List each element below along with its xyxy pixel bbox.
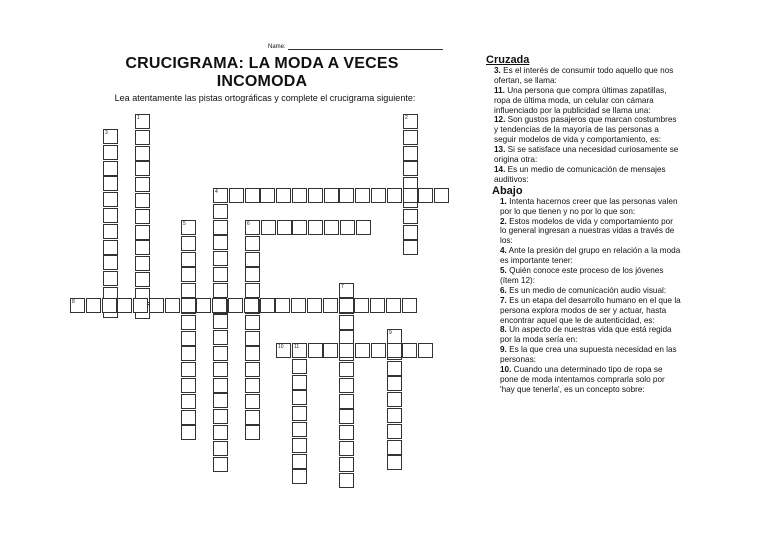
crossword-cell[interactable] — [135, 177, 150, 192]
cell-number: 11 — [294, 344, 300, 350]
crossword-cell[interactable] — [339, 362, 354, 377]
clue-item — [500, 217, 681, 247]
clue-item — [494, 115, 681, 145]
clue-item — [500, 246, 681, 266]
instructions: Lea atentamente las pistas ortográficas y complete el crucigrama siguiente: — [114, 93, 416, 103]
crossword-cell[interactable] — [103, 208, 118, 223]
crossword-cell[interactable] — [213, 378, 228, 393]
crossword-cell[interactable] — [133, 298, 148, 313]
crossword-cell[interactable] — [135, 193, 150, 208]
crossword-cell[interactable] — [291, 298, 306, 313]
crossword-cell[interactable] — [402, 343, 417, 358]
clue-item — [500, 296, 681, 326]
crossword-cell[interactable] — [181, 378, 196, 393]
crossword-cell[interactable] — [245, 188, 260, 203]
crossword-cell[interactable] — [292, 359, 307, 374]
crossword-cell[interactable] — [403, 130, 418, 145]
clue-number: 11. — [494, 85, 505, 95]
crossword-cell[interactable] — [307, 298, 322, 313]
crossword-cell[interactable] — [181, 410, 196, 425]
crossword-cell[interactable] — [245, 331, 260, 346]
crossword-cell[interactable] — [403, 225, 418, 240]
clue-number: 4. — [500, 246, 507, 256]
crossword-cell[interactable] — [245, 236, 260, 251]
clue-text: Un aspecto de nuestras vida que está regida por la moda sería en: — [500, 325, 672, 345]
crossword-cell[interactable] — [292, 438, 307, 453]
crossword-cell[interactable] — [149, 298, 164, 313]
crossword-cell[interactable] — [292, 220, 307, 235]
crossword-cell[interactable] — [418, 188, 433, 203]
clues-panel — [486, 56, 681, 395]
cell-number: 8 — [72, 299, 75, 305]
clue-text: Intenta hacernos creer que las personas valen por lo que tienen y no por lo que son: — [500, 196, 678, 216]
cell-number: 10 — [278, 344, 284, 350]
crossword-cell[interactable] — [135, 272, 150, 287]
crossword-cell[interactable] — [276, 188, 291, 203]
crossword-cell[interactable] — [245, 267, 260, 282]
clue-number: 8. — [500, 325, 507, 335]
crossword-cell[interactable] — [308, 220, 323, 235]
crossword-cell[interactable] — [339, 298, 354, 313]
crossword-cell[interactable] — [434, 188, 449, 203]
crossword-cell[interactable] — [387, 188, 402, 203]
crossword-cell[interactable] — [103, 161, 118, 176]
clue-item — [500, 325, 681, 345]
clue-text: Si se satisface una necesidad curiosamente se origina otra: — [494, 145, 679, 165]
crossword-cell[interactable] — [213, 330, 228, 345]
crossword-cell[interactable] — [213, 409, 228, 424]
crossword-cell[interactable] — [212, 298, 227, 313]
crossword-cell[interactable] — [387, 376, 402, 391]
crossword-cell[interactable] — [245, 410, 260, 425]
crossword-cell[interactable] — [370, 298, 385, 313]
crossword-cell[interactable] — [292, 469, 307, 484]
crossword-cell[interactable] — [245, 362, 260, 377]
crossword-cell[interactable] — [418, 343, 433, 358]
title-line-2: INCOMODA — [216, 73, 308, 90]
crossword-cell[interactable] — [340, 220, 355, 235]
crossword-cell[interactable] — [103, 240, 118, 255]
crossword-cell[interactable] — [196, 298, 211, 313]
crossword-cell[interactable] — [355, 188, 370, 203]
crossword-cell[interactable] — [261, 220, 276, 235]
clue-number: 14. — [494, 164, 506, 174]
crossword-cell[interactable] — [213, 314, 228, 329]
crossword-cell[interactable] — [339, 425, 354, 440]
across-title: Cruzada — [486, 54, 530, 66]
crossword-cell[interactable] — [135, 209, 150, 224]
cell-number: 2 — [405, 115, 408, 121]
crossword-cell[interactable] — [181, 315, 196, 330]
clue-number: 13. — [494, 145, 506, 155]
crossword-cell[interactable] — [387, 455, 402, 470]
crossword-cell[interactable] — [292, 422, 307, 437]
crossword-cell[interactable] — [103, 176, 118, 191]
crossword-cell[interactable] — [403, 188, 418, 203]
clue-text: Una persona que compra últimas zapatillas, ropa de última moda, un celular con cámara influenciado por la publicidad se llama una: — [494, 85, 667, 115]
crossword-cell[interactable] — [181, 236, 196, 251]
crossword-cell[interactable] — [403, 146, 418, 161]
crossword-cell[interactable] — [213, 235, 228, 250]
clue-item — [500, 345, 681, 365]
crossword-cell[interactable] — [339, 343, 354, 358]
crossword-cell[interactable] — [292, 454, 307, 469]
clue-text: Es un etapa del desarrollo humano en el que la persona explora modos de ser y actuar, hasta encontrar aquel que le de autenticidad, es: — [500, 295, 681, 325]
crossword-cell[interactable] — [292, 406, 307, 421]
crossword-cell[interactable] — [245, 346, 260, 361]
crossword-cell[interactable] — [354, 298, 369, 313]
cell-number: 6 — [247, 221, 250, 227]
cell-number: 7 — [341, 284, 344, 290]
crossword-cell[interactable] — [135, 256, 150, 271]
crossword-cell[interactable] — [403, 161, 418, 176]
down-title: Abajo — [492, 184, 523, 197]
crossword-cell[interactable] — [260, 188, 275, 203]
crossword-cell[interactable] — [213, 425, 228, 440]
crossword-cell[interactable] — [245, 378, 260, 393]
crossword-cell[interactable] — [292, 375, 307, 390]
crossword-cell[interactable] — [245, 252, 260, 267]
crossword-cell[interactable] — [355, 343, 370, 358]
clue-text: Es un medio de comunicación de mensajes auditivos: — [494, 164, 666, 184]
clue-text: Es un medio de comunicación audio visual: — [506, 285, 667, 295]
crossword-cell[interactable] — [308, 343, 323, 358]
crossword-cell[interactable] — [292, 390, 307, 405]
crossword-cell[interactable] — [103, 145, 118, 160]
clue-item — [494, 86, 681, 116]
clue-item — [500, 286, 681, 296]
crossword-cell[interactable] — [213, 267, 228, 282]
crossword-cell[interactable] — [213, 441, 228, 456]
clue-item — [494, 165, 681, 185]
clue-number: 12. — [494, 115, 506, 125]
crossword-cell[interactable] — [277, 220, 292, 235]
crossword-cell[interactable] — [103, 192, 118, 207]
cell-number: 1 — [137, 115, 140, 121]
clue-number: 10. — [500, 365, 512, 375]
clue-item — [500, 266, 681, 286]
crossword-cell[interactable] — [403, 209, 418, 224]
crossword-cell[interactable] — [102, 298, 117, 313]
across-clue-list — [486, 66, 681, 185]
crossword-cell[interactable] — [181, 346, 196, 361]
crossword-cell[interactable] — [213, 346, 228, 361]
crossword-cell[interactable] — [339, 188, 354, 203]
crossword-cell[interactable] — [387, 343, 402, 358]
crossword-cell[interactable] — [181, 252, 196, 267]
crossword-cell[interactable] — [339, 315, 354, 330]
crossword-cell[interactable] — [245, 315, 260, 330]
crossword-cell[interactable] — [308, 188, 323, 203]
crossword-cell[interactable] — [181, 283, 196, 298]
crossword-cell[interactable] — [213, 362, 228, 377]
crossword-cell[interactable] — [245, 394, 260, 409]
crossword-cell[interactable] — [403, 240, 418, 255]
clue-text: Estos modelos de vida y comportamiento por lo general ingresan a nuestras vidas a través de los: — [500, 216, 675, 246]
crossword-cell[interactable] — [387, 408, 402, 423]
clue-text: Quién conoce este proceso de los jóvenes (ítem 12): — [500, 266, 664, 285]
crossword-cell[interactable] — [292, 188, 307, 203]
cell-number: 4 — [215, 189, 218, 195]
crossword-cell[interactable] — [339, 473, 354, 488]
crossword-cell[interactable] — [387, 424, 402, 439]
crossword-cell[interactable] — [213, 251, 228, 266]
crossword-cell[interactable] — [165, 298, 180, 313]
clue-number: 1. — [500, 196, 507, 206]
crossword-cell[interactable] — [339, 409, 354, 424]
crossword-cell[interactable] — [181, 331, 196, 346]
cell-number: 9 — [389, 330, 392, 336]
crossword-cell[interactable] — [245, 283, 260, 298]
crossword-cell[interactable] — [371, 188, 386, 203]
clue-number: 5. — [500, 266, 507, 276]
crossword-cell[interactable] — [103, 271, 118, 286]
crossword-cell[interactable] — [324, 220, 339, 235]
crossword-cell[interactable] — [213, 283, 228, 298]
clue-number: 3. — [494, 65, 501, 75]
clue-item — [500, 197, 681, 217]
crossword-cell[interactable] — [181, 267, 196, 282]
crossword-cell[interactable] — [244, 298, 259, 313]
crossword-cell[interactable] — [371, 343, 386, 358]
crossword-cell[interactable] — [135, 130, 150, 145]
crossword-cell[interactable] — [135, 225, 150, 240]
crossword-cell[interactable] — [387, 440, 402, 455]
crossword-cell[interactable] — [103, 224, 118, 239]
crossword-cell[interactable] — [103, 255, 118, 270]
clue-item — [500, 365, 681, 395]
crossword-cell[interactable] — [213, 457, 228, 472]
down-clue-list — [486, 197, 681, 395]
title-line-1: CRUCIGRAMA: LA MODA A VECES — [125, 55, 399, 72]
clue-number: 7. — [500, 295, 507, 305]
crossword-cell[interactable] — [181, 425, 196, 440]
clue-text: Cuando una determinado tipo de ropa se pone de moda intentamos comprarla solo por 'hay que tenerla', es un concepto sobre: — [500, 365, 665, 394]
crossword-cell[interactable] — [387, 392, 402, 407]
clue-item — [494, 145, 681, 165]
crossword-cell[interactable] — [387, 361, 402, 376]
crossword-cell[interactable] — [323, 343, 338, 358]
crossword-cell[interactable] — [181, 394, 196, 409]
name-label: Name: — [268, 44, 286, 50]
clue-number: 6. — [500, 285, 507, 295]
crossword-cell[interactable] — [245, 425, 260, 440]
cell-number: 3 — [105, 130, 108, 136]
crossword-cell[interactable] — [213, 204, 228, 219]
crossword-cell[interactable] — [228, 298, 243, 313]
clue-number: 9. — [500, 345, 507, 355]
clue-text: Es el interés de consumir todo aquello que nos ofertan, se llama: — [494, 65, 674, 85]
crossword-cell[interactable] — [135, 240, 150, 255]
crossword-cell[interactable] — [386, 298, 401, 313]
crossword-cell[interactable] — [323, 298, 338, 313]
crossword-cell[interactable] — [339, 378, 354, 393]
crossword-cell[interactable] — [356, 220, 371, 235]
crossword-cell[interactable] — [86, 298, 101, 313]
crossword-cell[interactable] — [181, 362, 196, 377]
crossword-cell[interactable] — [135, 146, 150, 161]
crossword-cell[interactable] — [181, 298, 196, 313]
crossword-cell[interactable] — [339, 441, 354, 456]
clue-text: Son gustos pasajeros que marcan costumbres y tendencias de la mayoría de las personas a seguir modelos de vida y comportamiento, es: — [494, 115, 677, 145]
clue-text: Es la que crea una supuesta necesidad en las personas: — [500, 345, 677, 365]
crossword-cell[interactable] — [135, 161, 150, 176]
crossword-cell[interactable] — [229, 188, 244, 203]
crossword-cell[interactable] — [339, 394, 354, 409]
crossword-cell[interactable] — [339, 457, 354, 472]
clue-item — [494, 66, 681, 86]
clue-text: Ante la presión del grupo en relación a la moda es importante tener: — [500, 246, 681, 266]
crossword-cell[interactable] — [260, 298, 275, 313]
crossword-cell[interactable] — [324, 188, 339, 203]
crossword-cell[interactable] — [213, 220, 228, 235]
crossword-cell[interactable] — [213, 393, 228, 408]
crossword-cell[interactable] — [275, 298, 290, 313]
clue-number: 2. — [500, 216, 507, 226]
crossword-cell[interactable] — [117, 298, 132, 313]
cell-number: 5 — [183, 221, 186, 227]
crossword-cell[interactable] — [402, 298, 417, 313]
